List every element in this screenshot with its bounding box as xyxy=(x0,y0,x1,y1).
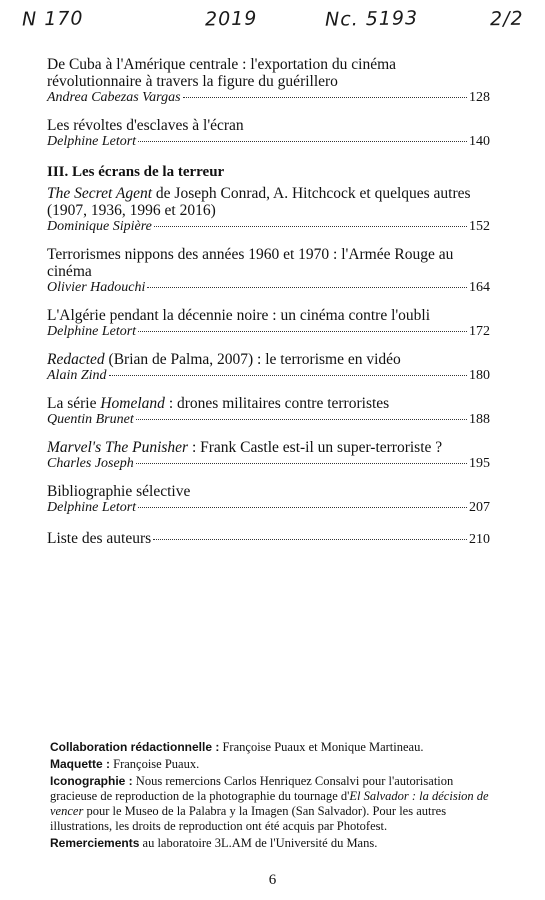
toc-entry-title xyxy=(47,351,490,368)
credit-text: Françoise Puaux et Monique Martineau. xyxy=(219,740,424,754)
table-of-contents xyxy=(47,56,490,560)
credit-collaboration xyxy=(50,740,494,755)
dot-leader xyxy=(138,141,467,142)
credit-label: Remerciements xyxy=(50,836,140,850)
credit-iconographie xyxy=(50,774,494,834)
credit-text: Françoise Puaux. xyxy=(110,757,200,771)
toc-author-line xyxy=(47,280,490,296)
toc-entry-author: Alain Zind xyxy=(47,368,107,383)
toc-entry-title: Les révoltes d'esclaves à l'écran xyxy=(47,117,244,134)
credit-text: Nous remercions Carlos Henriquez Consalvi pour l'autorisation gracieuse de reproduction de la photographie du tournage d' xyxy=(50,774,454,803)
dot-leader xyxy=(183,97,467,98)
dot-leader xyxy=(136,463,467,464)
toc-entry-author: Olivier Hadouchi xyxy=(47,280,146,295)
title-rest: : Frank Castle est-il un super-terroriste ? xyxy=(188,439,443,456)
toc-entry xyxy=(47,246,490,296)
toc-entry-page: 140 xyxy=(469,134,490,149)
toc-entry-page: 164 xyxy=(469,280,490,295)
credit-maquette xyxy=(50,757,494,772)
toc-entry-title: Terrorismes nippons des années 1960 et 1970 : l'Armée Rouge au cinéma xyxy=(47,246,454,280)
title-italic: Redacted xyxy=(47,351,105,368)
toc-entry-author: Delphine Letort xyxy=(47,324,137,339)
page-number: 6 xyxy=(268,872,277,888)
toc-plain-line xyxy=(47,530,490,549)
title-italic: Homeland xyxy=(100,395,165,412)
handwritten-ref-n: N 170 xyxy=(21,7,84,31)
toc-author-line xyxy=(47,500,490,516)
toc-author-line xyxy=(47,368,490,384)
toc-author-line xyxy=(47,324,490,340)
toc-entry-page: 180 xyxy=(469,368,490,383)
credit-label: Collaboration rédactionnelle : xyxy=(50,740,220,754)
toc-entry-author: Charles Joseph xyxy=(47,456,134,471)
credit-label: Iconographie : xyxy=(50,774,133,788)
handwritten-nc: Nc. 5193 xyxy=(324,7,419,31)
toc-author-line xyxy=(47,134,490,150)
credit-remerciements xyxy=(50,836,494,851)
toc-entry xyxy=(47,117,490,150)
toc-entry xyxy=(47,439,490,472)
dot-leader xyxy=(147,287,467,288)
toc-entry xyxy=(47,307,490,340)
toc-entry-title xyxy=(47,185,490,219)
toc-entry-title: De Cuba à l'Amérique centrale : l'exportation du cinéma révolutionnaire à travers la figure du guérillero xyxy=(47,56,397,90)
credits-block xyxy=(50,740,494,853)
title-italic: The Secret Agent xyxy=(47,185,153,202)
toc-author-line xyxy=(47,219,490,235)
toc-entry-author: Andrea Cabezas Vargas xyxy=(47,90,181,105)
toc-entry-page: 128 xyxy=(469,90,490,105)
dot-leader xyxy=(136,419,467,420)
toc-entry-title: Bibliographie sélective xyxy=(47,483,191,500)
section-heading: III. Les écrans de la terreur xyxy=(47,164,225,180)
title-italic: Marvel's The Punisher xyxy=(47,439,189,456)
toc-entry-author: Delphine Letort xyxy=(47,134,137,149)
toc-entry-title: Liste des auteurs xyxy=(47,530,152,547)
toc-entry-author: Dominique Sipière xyxy=(47,219,152,234)
handwritten-year: 2019 xyxy=(204,7,258,31)
toc-author-line xyxy=(47,90,490,106)
toc-entry xyxy=(47,185,490,235)
toc-entry-title xyxy=(47,439,490,456)
dot-leader xyxy=(153,539,467,540)
credit-text: au laboratoire 3L.AM de l'Université du Mans. xyxy=(139,836,378,850)
toc-entry-page: 207 xyxy=(469,500,490,515)
title-rest: de Joseph Conrad, A. Hitchcock et quelques autres (1907, 1936, 1996 et 2016) xyxy=(47,185,471,219)
dot-leader xyxy=(109,375,467,376)
title-rest: : drones militaires contre terroristes xyxy=(164,395,390,412)
toc-entry-author: Quentin Brunet xyxy=(47,412,134,427)
handwritten-part: 2/2 xyxy=(489,7,524,31)
toc-entry-author: Delphine Letort xyxy=(47,500,137,515)
credit-italic-text: El Salvador : la décision de vencer xyxy=(50,789,489,818)
toc-entry-title: L'Algérie pendant la décennie noire : un cinéma contre l'oubli xyxy=(47,307,431,324)
title-pre: La série xyxy=(47,395,101,412)
toc-entry xyxy=(47,56,490,106)
credit-label: Maquette : xyxy=(50,757,110,771)
credit-text: pour le Museo de la Palabra y la Imagen (San Salvador). Pour les autres illustrations, les droits de reproduction ont été acquis par Photofest. xyxy=(50,804,447,833)
toc-entry xyxy=(47,530,490,549)
toc-author-line xyxy=(47,412,490,428)
toc-entry xyxy=(47,351,490,384)
dot-leader xyxy=(138,507,467,508)
toc-entry xyxy=(47,483,490,516)
toc-entry-title xyxy=(47,395,490,412)
dot-leader xyxy=(154,226,467,227)
toc-entry-page: 195 xyxy=(469,456,490,471)
toc-entry xyxy=(47,395,490,428)
dot-leader xyxy=(138,331,467,332)
toc-entry-page: 210 xyxy=(469,532,490,547)
toc-author-line xyxy=(47,456,490,472)
title-rest: (Brian de Palma, 2007) : le terrorisme en vidéo xyxy=(104,351,401,368)
toc-entry-page: 152 xyxy=(469,219,490,234)
toc-entry-page: 172 xyxy=(469,324,490,339)
toc-entry-page: 188 xyxy=(469,412,490,427)
